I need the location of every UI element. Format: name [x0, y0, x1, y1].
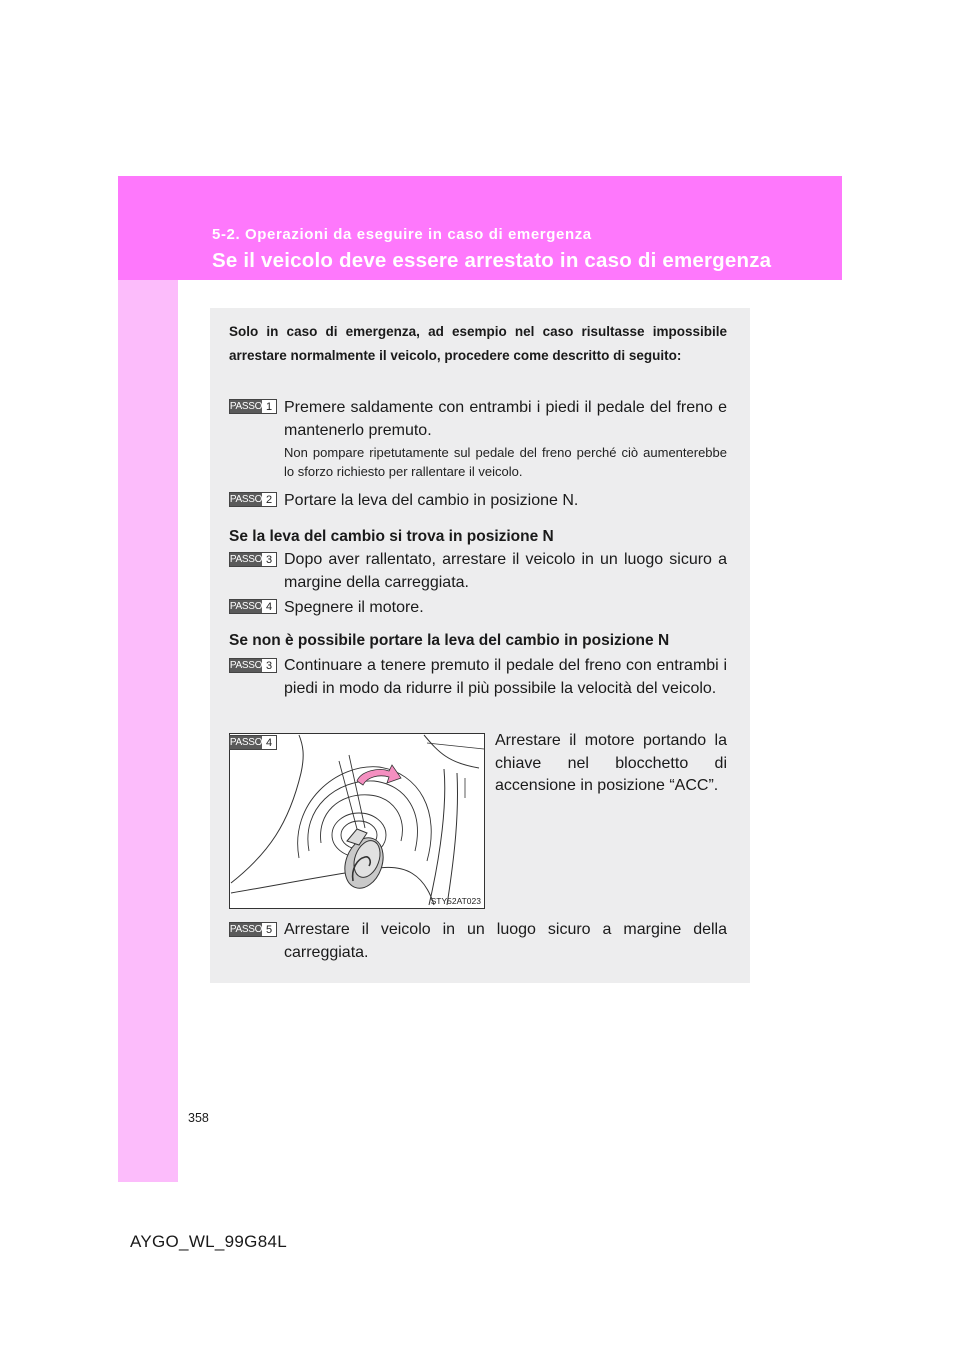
step-badge [229, 399, 277, 414]
intro-text: Solo in caso di emergenza, ad esempio nel caso risultasse impossibile arrestare normalmente il veicolo, procedere come descritto di seguito: [229, 324, 727, 363]
section-title: 5-2. Operazioni da eseguire in caso di emergenza [212, 226, 592, 243]
step-badge-number: 4 [262, 600, 276, 613]
subheading-not-n: Se non è possibile portare la leva del cambio in posizione N [229, 632, 670, 649]
step-text: Arrestare il veicolo in un luogo sicuro a margine della carreggiata. [284, 921, 727, 961]
step-badge-label: PASSO [229, 554, 263, 565]
step-badge-label: PASSO [229, 401, 263, 412]
step-text: Continuare a tenere premuto il pedale del freno con entrambi i piedi in modo da ridurre il più possibile la velocità del veicolo. [284, 657, 727, 697]
step-text: Dopo aver rallentato, arrestare il veicolo in un luogo sicuro a margine della carreggiata. [284, 551, 727, 591]
document-code: AYGO_WL_99G84L [130, 1232, 287, 1251]
step-badge [229, 658, 277, 673]
step-badge-number: 4 [262, 736, 276, 749]
step-badge [229, 922, 277, 937]
page-header [118, 176, 842, 280]
step-badge-label: PASSO [229, 924, 263, 935]
subheading-in-n: Se la leva del cambio si trova in posizione N [229, 528, 554, 545]
step-badge-number: 3 [262, 659, 276, 672]
step-text: Arrestare il motore portando la chiave nel blocchetto di accensione in posizione “ACC”. [495, 732, 727, 794]
ignition-key-drawing [229, 733, 485, 909]
step-badge-number: 3 [262, 553, 276, 566]
page-number: 358 [188, 1111, 209, 1125]
figure-code: STY52AT023 [430, 896, 481, 906]
step-text: Portare la leva del cambio in posizione N. [284, 492, 579, 509]
step-note: Non pompare ripetutamente sul pedale del freno perché ciò aumenterebbe lo sforzo richiesto per rallentare il veicolo. [284, 445, 727, 479]
step-text: Spegnere il motore. [284, 599, 424, 616]
step-badge [229, 599, 277, 614]
content-panel [210, 308, 750, 983]
step-text: Premere saldamente con entrambi i piedi il pedale del freno e mantenerlo premuto. [284, 399, 727, 439]
step-badge-label: PASSO [229, 737, 263, 748]
step-badge-label: PASSO [229, 660, 263, 671]
step-badge [229, 552, 277, 567]
step-badge-number: 5 [262, 923, 276, 936]
page-title: Se il veicolo deve essere arrestato in caso di emergenza [212, 249, 772, 272]
step-badge-label: PASSO [229, 601, 263, 612]
chapter-sidebar [118, 176, 178, 1182]
step-badge [229, 735, 277, 750]
step-badge-label: PASSO [229, 494, 263, 505]
step-badge-number: 2 [262, 493, 276, 506]
ignition-key-illustration [229, 733, 485, 909]
step-badge-number: 1 [262, 400, 276, 413]
step-badge [229, 492, 277, 507]
